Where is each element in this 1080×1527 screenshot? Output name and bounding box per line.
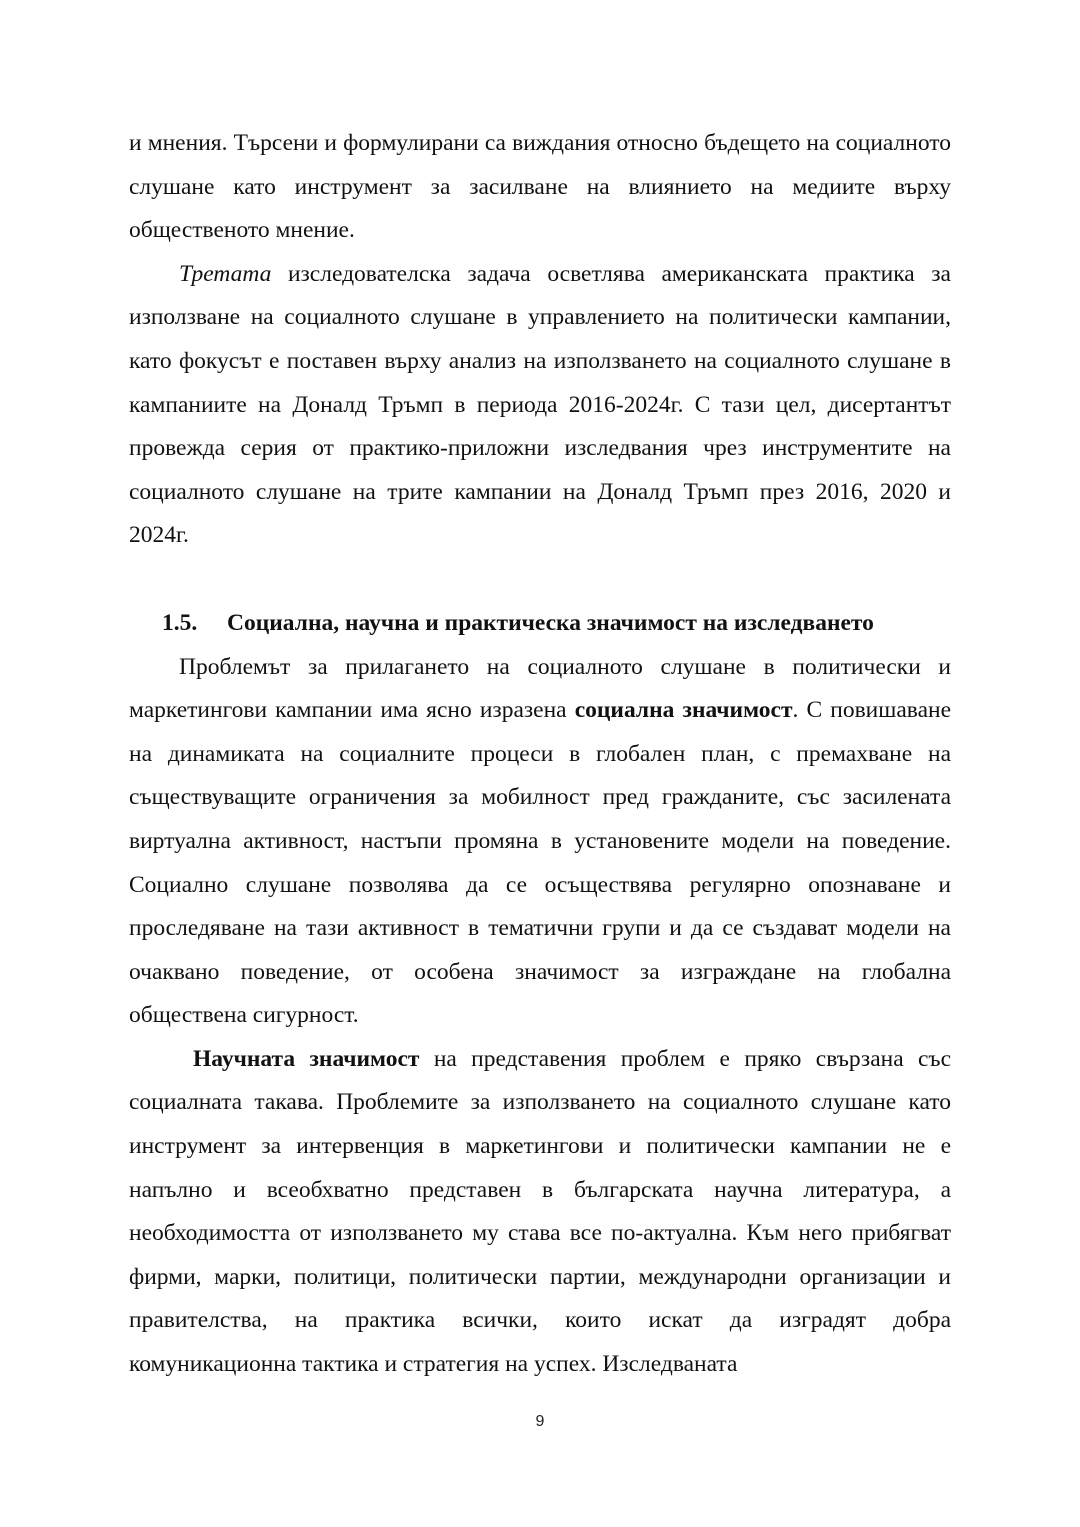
social-significance-before: Проблемът за прилагането на социалното слушане в политически и маркетингови кампании има ясно изразена bbox=[129, 653, 951, 724]
section-title: Социална, научна и практическа значимост на изследването bbox=[227, 609, 874, 636]
paragraph-third-task bbox=[129, 253, 951, 558]
social-significance-after: . С повишаване на динамиката на социалните процеси в глобален план, с премахване на съществуващите ограничения за мобилност пред гражданите, със засилената виртуална активност, настъпи промяна в установените модели на поведение. Социално слушане позволява да се осъществява регулярно опознаване и проследяване на тази активност в тематични групи и да се създават модели на очаквано поведение, от особена значимост за изграждане на глобална обществена сигурност. bbox=[129, 697, 952, 1029]
social-significance-bold: социална значимост bbox=[574, 697, 793, 724]
section-heading bbox=[129, 602, 951, 646]
section-number: 1.5. bbox=[162, 609, 198, 636]
paragraph-social-significance bbox=[129, 646, 951, 1038]
paragraph-scientific-significance bbox=[129, 1038, 951, 1387]
scientific-significance-text: на представения проблем е пряко свързана със социалната такава. Проблемите за използването на социалното слушане като инструмент за интервенция в маркетингови и политически кампании не е напълно и всеобхватно представен в българската научна литература, а необходимостта от използването му става все по-актуална. Към него прибягват фирми, марки, политици, политически партии, международни организации и правителства, на практика всички, които искат да изградят добра комуникационна тактика и стратегия на успех. Изследваната bbox=[129, 1045, 951, 1378]
paragraph-third-task-text: изследователска задача осветлява американската практика за използване на социалното слушане в управлението на политически кампании, като фокусът е поставен върху анализ на използването на социалното слушане в кампаниите на Доналд Тръмп в периода 2016-2024г. С тази цел, дисертантът провежда серия от практико-приложни изследвания чрез инструментите на социалното слушане на трите кампании на Доналд Тръмп през 2016, 2020 и 2024г. bbox=[129, 260, 951, 549]
page-number: 9 bbox=[535, 1413, 545, 1430]
page-body bbox=[129, 122, 951, 1387]
scientific-significance-bold: Научната значимост bbox=[193, 1045, 420, 1072]
paragraph-opinions: и мнения. Търсени и формулирани са виждания относно бъдещето на социалното слушане като инструмент за засилване на влиянието на медиите върху общественото мнение. bbox=[129, 130, 951, 244]
italic-lead: Третата bbox=[179, 260, 272, 287]
